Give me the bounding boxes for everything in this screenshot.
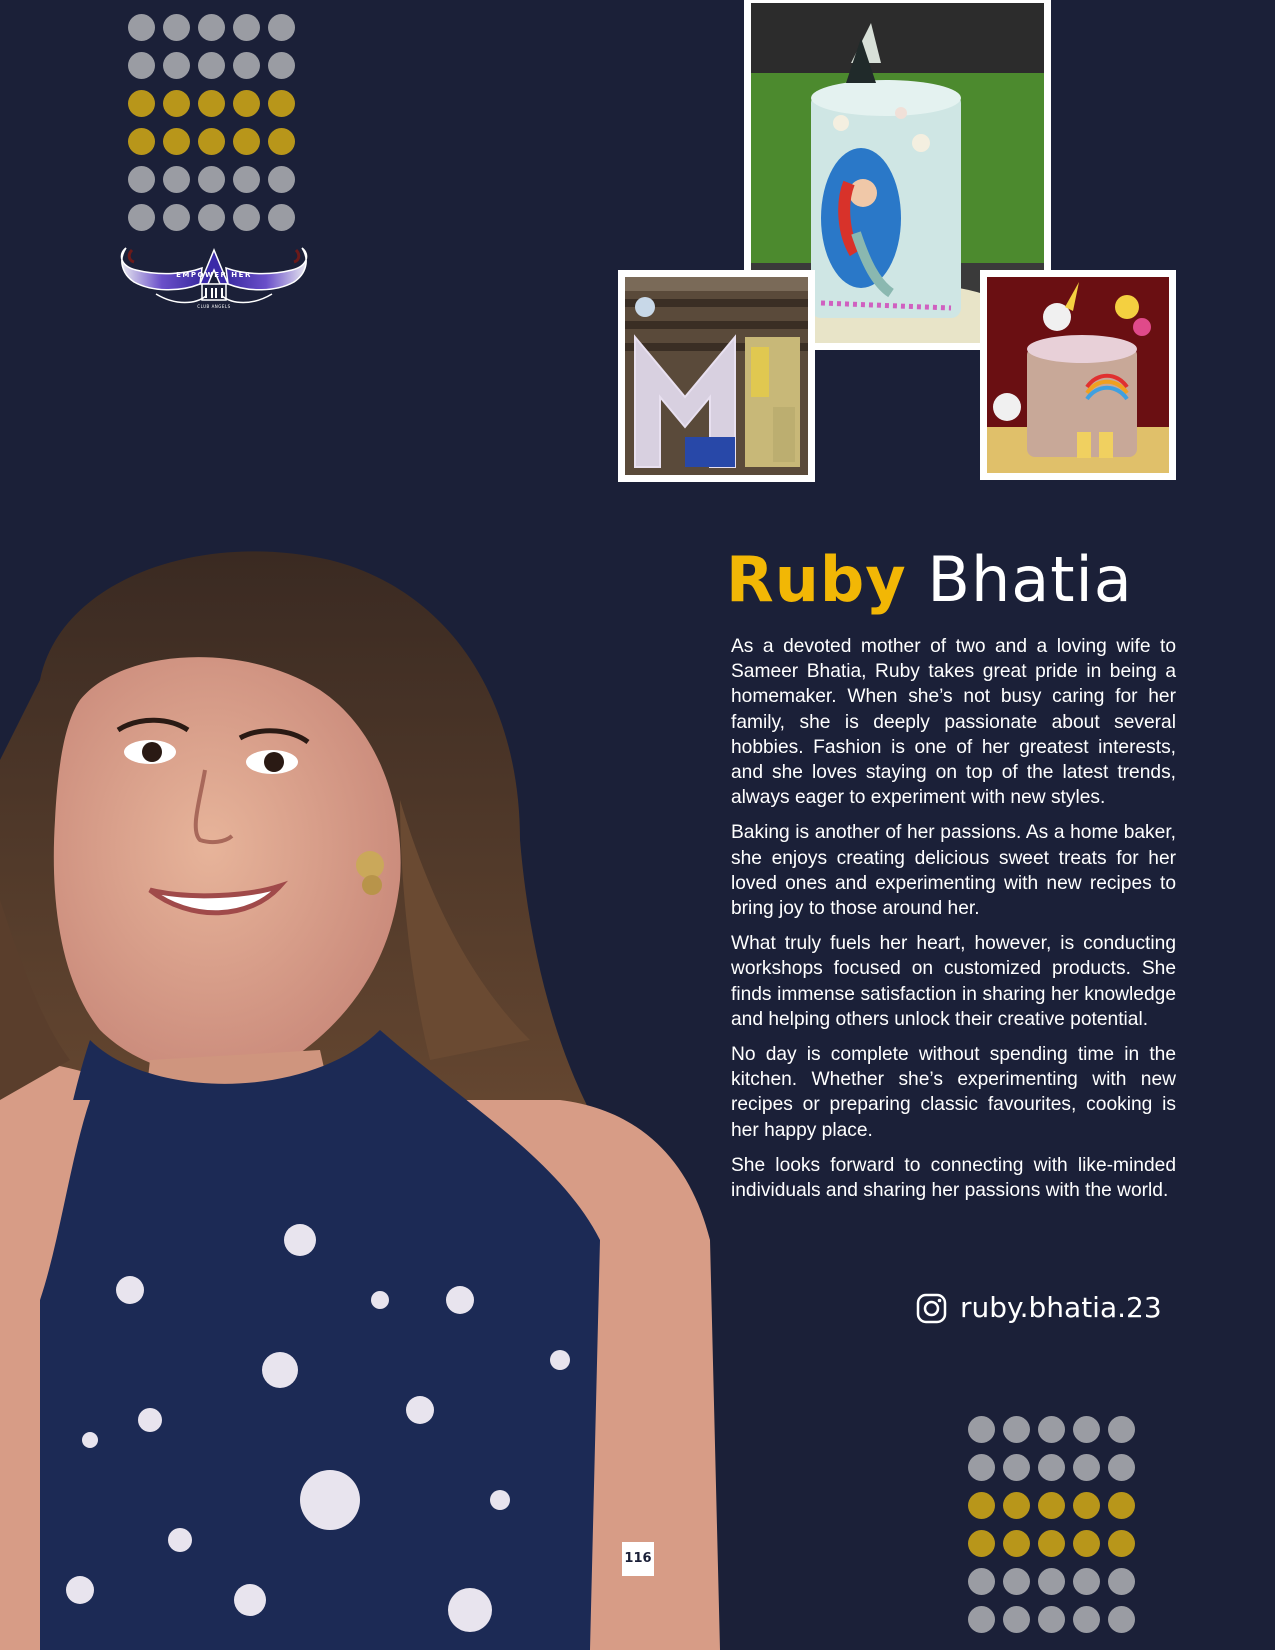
first-name: Ruby: [726, 543, 907, 616]
gold-dot: [268, 90, 295, 117]
dot-grid-bottom: [968, 1416, 1135, 1633]
logo-title: EMPOWER HER: [176, 271, 252, 279]
profile-name: [726, 540, 1133, 620]
gold-dot: [128, 128, 155, 155]
gray-dot: [1108, 1606, 1135, 1633]
gold-dot: [1003, 1530, 1030, 1557]
gray-dot: [163, 204, 190, 231]
gray-dot: [1003, 1606, 1030, 1633]
portrait-photo: [0, 540, 720, 1650]
page-number: 116: [622, 1542, 654, 1576]
gold-dot: [163, 90, 190, 117]
gray-dot: [128, 204, 155, 231]
gold-dot: [1038, 1530, 1065, 1557]
gold-dot: [1038, 1492, 1065, 1519]
gold-dot: [1073, 1530, 1100, 1557]
gold-dot: [968, 1530, 995, 1557]
gray-dot: [1038, 1606, 1065, 1633]
gray-dot: [128, 166, 155, 193]
gray-dot: [163, 166, 190, 193]
gold-dot: [1073, 1492, 1100, 1519]
ruby-bhatia-portrait-icon: [0, 540, 720, 1650]
gray-dot: [198, 166, 225, 193]
gray-dot: [1073, 1454, 1100, 1481]
bio-paragraph: She looks forward to connecting with like-minded individuals and sharing her passions with the world.: [731, 1154, 1176, 1202]
gray-dot: [1038, 1568, 1065, 1595]
gray-dot: [163, 14, 190, 41]
gray-dot: [128, 52, 155, 79]
bio-text: [731, 634, 1176, 1213]
instagram-handle: ruby.bhatia.23: [960, 1291, 1162, 1324]
gray-dot: [128, 14, 155, 41]
gray-dot: [268, 204, 295, 231]
gray-dot: [968, 1606, 995, 1633]
gray-dot: [163, 52, 190, 79]
gold-dot: [1003, 1492, 1030, 1519]
gray-dot: [233, 14, 260, 41]
last-name: Bhatia: [927, 543, 1133, 616]
gray-dot: [1073, 1416, 1100, 1443]
gold-dot: [233, 128, 260, 155]
gray-dot: [1108, 1568, 1135, 1595]
gray-dot: [268, 14, 295, 41]
gold-dot: [968, 1492, 995, 1519]
gold-dot: [1108, 1530, 1135, 1557]
gray-dot: [233, 204, 260, 231]
gray-dot: [198, 52, 225, 79]
unicorn-cake-image-icon: [987, 277, 1169, 473]
bio-paragraph: What truly fuels her heart, however, is conducting workshops focused on customized products. She finds immense satisfaction in sharing her knowledge and helping others unlock their creative potential.: [731, 933, 1176, 1030]
gold-dot: [198, 90, 225, 117]
gray-dot: [268, 166, 295, 193]
gray-dot: [1003, 1416, 1030, 1443]
gray-dot: [1108, 1416, 1135, 1443]
dot-grid-top: [128, 14, 295, 231]
bio-paragraph: Baking is another of her passions. As a home baker, she enjoys creating delicious sweet treats for her loved ones and experimenting with new recipes to bring joy to those around her.: [731, 822, 1176, 920]
gray-dot: [1038, 1416, 1065, 1443]
gold-dot: [268, 128, 295, 155]
instagram-link[interactable]: [916, 1288, 1162, 1328]
bio-paragraph: As a devoted mother of two and a loving wife to Sameer Bhatia, Ruby takes great pride in being a homemaker. When she’s not busy caring for her family, she is deeply passionate about several hobbies. Fashion is one of her greatest interests, and she loves staying on top of the latest trends, always eager to experiment with new styles.: [731, 636, 1176, 809]
gray-dot: [1073, 1606, 1100, 1633]
gold-dot: [198, 128, 225, 155]
mira-letters-photo: [618, 270, 815, 482]
gray-dot: [968, 1568, 995, 1595]
gray-dot: [1073, 1568, 1100, 1595]
gray-dot: [968, 1454, 995, 1481]
gold-dot: [163, 128, 190, 155]
gray-dot: [233, 52, 260, 79]
gray-dot: [268, 52, 295, 79]
gray-dot: [1108, 1454, 1135, 1481]
gold-dot: [1108, 1492, 1135, 1519]
gray-dot: [1003, 1568, 1030, 1595]
mira-letters-image-icon: [625, 277, 808, 475]
gray-dot: [1003, 1454, 1030, 1481]
gold-dot: [128, 90, 155, 117]
gray-dot: [233, 166, 260, 193]
bio-paragraph: No day is complete without spending time in the kitchen. Whether she’s experimenting with new recipes or preparing classic favourites, cooking is her happy place.: [731, 1044, 1176, 1141]
empower-her-logo: [116, 244, 312, 314]
gold-dot: [233, 90, 260, 117]
gray-dot: [198, 204, 225, 231]
gray-dot: [968, 1416, 995, 1443]
logo-subtitle: CLUB ANGELS: [197, 304, 231, 309]
instagram-icon: [916, 1293, 947, 1324]
gray-dot: [1038, 1454, 1065, 1481]
gray-dot: [198, 14, 225, 41]
unicorn-cake-photo: [980, 270, 1176, 480]
